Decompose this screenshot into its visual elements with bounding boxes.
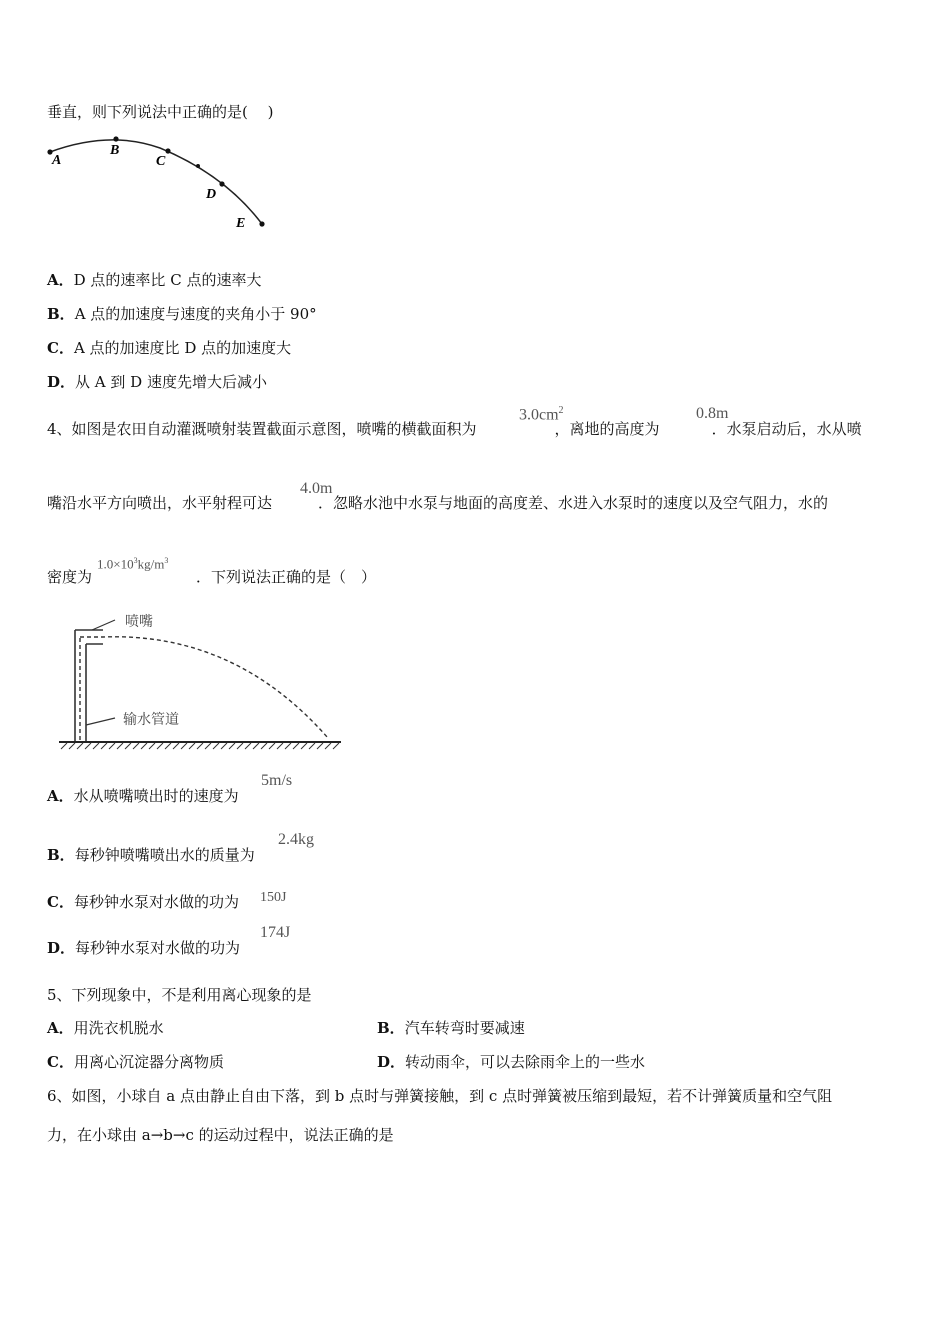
q3-point-d [219, 181, 224, 186]
q4-option-a: A．水从喷嘴喷出时的速度为 [47, 787, 239, 805]
q3-trajectory-figure [40, 130, 280, 240]
q4-water-trajectory [80, 637, 328, 738]
q5-option-d: D．转动雨伞，可以去除雨伞上的一些水 [377, 1053, 646, 1071]
q3-option-a: A．D 点的速率比 C 点的速率大 [47, 271, 262, 289]
q3-point-e [259, 221, 264, 226]
q4-line-3: 密度为 ．下列说法正确的是（ ） [47, 568, 377, 586]
q4-nozzle-label: 喷嘴 [125, 614, 153, 630]
q5-option-a: A．用洗衣机脱水 [47, 1019, 164, 1037]
q4-sprinkler-figure [55, 608, 345, 753]
q3-label-e: E [236, 216, 246, 231]
q4-ground-hatching [61, 743, 339, 749]
q3-curve [50, 140, 262, 224]
q5-stem: 5、下列现象中，不是利用离心现象的是 [47, 986, 312, 1004]
q4-option-b: B．每秒钟喷嘴喷出水的质量为 [47, 846, 255, 864]
q6-line-2: 力，在小球由 a→b→c 的运动过程中，说法正确的是 [47, 1126, 394, 1144]
q4-range-value: 4.0m [300, 480, 333, 497]
q4-pipe-pointer [86, 718, 115, 725]
q4-option-c-value: 150J [260, 890, 287, 905]
q4-option-b-value: 2.4kg [278, 831, 314, 848]
q3-point-c [165, 148, 170, 153]
q5-option-c: C．用离心沉淀器分离物质 [47, 1053, 224, 1071]
q3-label-c: C [156, 154, 166, 169]
q4-option-d-value: 174J [260, 924, 291, 941]
q3-label-b: B [110, 143, 120, 158]
q3-point-b [113, 136, 118, 141]
q3-label-d: D [206, 187, 217, 202]
q4-option-c: C．每秒钟水泵对水做的功为 [47, 893, 239, 911]
q6-line-1: 6、如图，小球自 a 点由静止自由下落，到 b 点时与弹簧接触，到 c 点时弹簧被压缩到最短，若不计弹簧质量和空气阻 [47, 1087, 833, 1105]
q3-option-b: B．A 点的加速度与速度的夹角小于 90° [47, 305, 317, 323]
q4-line-2: 嘴沿水平方向喷出，水平射程可达 ．忽略水池中水泵与地面的高度差、水进入水泵时的速度以及空气阻力，水的 [47, 494, 829, 512]
q4-density-value: $1.0\times 10^3kg/m^3$ [97, 556, 169, 572]
q4-height-value: 0.8m [696, 405, 729, 422]
q4-option-d: D．每秒钟水泵对水做的功为 [47, 939, 241, 957]
q3-intro: 垂直，则下列说法中正确的是( ) [47, 103, 274, 121]
q4-pipe-label: 输水管道 [123, 712, 179, 728]
q4-area-value: $3.0cm^2$ [519, 405, 564, 424]
q3-option-c: C．A 点的加速度比 D 点的加速度大 [47, 339, 292, 357]
q4-option-a-value: 5m/s [261, 772, 293, 789]
q4-line-1: 4、如图是农田自动灌溉喷射装置截面示意图，喷嘴的横截面积为 ，离地的高度为 ．水泵启动后，水从喷 [47, 420, 862, 438]
q5-option-b: B．汽车转弯时要减速 [377, 1019, 525, 1037]
q3-point-mid [196, 164, 200, 168]
q3-label-a: A [52, 153, 62, 168]
q3-option-d: D．从 A 到 D 速度先增大后减小 [47, 373, 267, 391]
q4-nozzle-pointer [92, 620, 115, 630]
